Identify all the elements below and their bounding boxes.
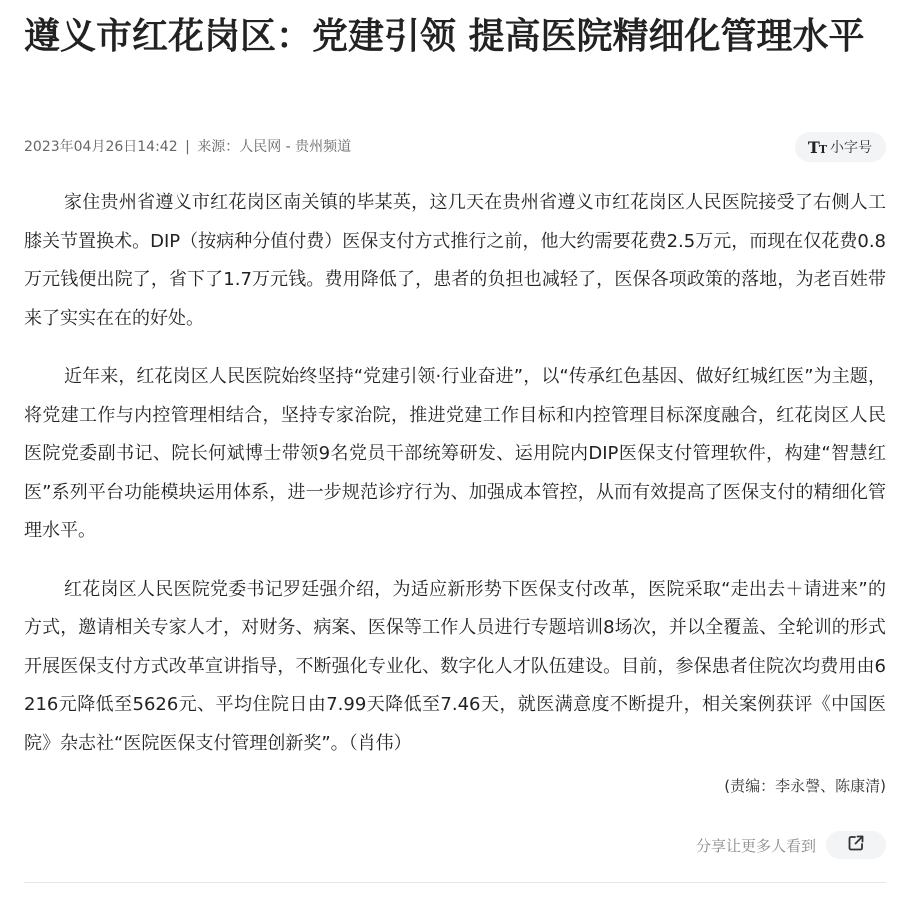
editor-credit: (责编：李永謦、陈康清) [724,777,886,795]
article-title: 遵义市红花岗区：党建引领 提高医院精细化管理水平 [24,16,865,57]
article-meta [24,137,351,157]
share-label: 分享让更多人看到 [695,836,816,855]
font-size-toggle-button[interactable] [795,132,886,162]
bottom-divider [24,882,886,883]
article-body [24,184,886,783]
paragraph-3: 红花岗区人民医院党委书记罗廷强介绍，为适应新形势下医保支付改革，医院采取“走出去＋请进来”的方式，邀请相关专家人才，对财务、病案、医保等工作人员进行专题培训8场次，并以全覆盖、全轮训的形式开展医保支付方式改革宣讲指导，不断强化专业化、数字化人才队伍建设。目前，参保患者住院次均费用由6216元降低至5626元、平均住院日由7.99天降低至7.46天，就医满意度不断提升，相关案例获评《中国医院》杂志社“医院医保支付管理创新奖”。（肖伟） [24,578,886,754]
article [24,0,886,855]
share-button[interactable] [826,831,886,859]
font-size-toggle-label: 小字号 [830,140,872,156]
paragraph-2: 近年来，红花岗区人民医院始终坚持“党建引领·行业奋进”，以“传承红色基因、做好红城红医”为主题，将党建工作与内控管理相结合，坚持专家治院，推进党建工作目标和内控管理目标深度融合，红花岗区人民医院党委副书记、院长何斌博士带领9名党员干部统筹研发、运用院内DIP医保支付管理软件，构建“智慧红医”系列平台功能模块运用体系，进一步规范诊疗行为、加强成本管控，从而有效提高了医保支付的精细化管理水平。 [24,366,886,541]
publish-date: 2023年04月26日14:42 [24,139,178,155]
share-icon [847,834,865,856]
article-source: 来源：人民网 - 贵州频道 [197,139,352,155]
paragraph-1: 家住贵州省遵义市红花岗区南关镇的毕某英，这几天在贵州省遵义市红花岗区人民医院接受了右侧人工膝关节置换术。DIP（按病种分值付费）医保支付方式推行之前，他大约需要花费2.5万元，而现在仅花费0.8万元钱便出院了，省下了1.7万元钱。费用降低了，患者的负担也减轻了，医保各项政策的落地，为老百姓带来了实实在在的好处。 [24,192,886,329]
meta-separator: | [185,139,190,155]
meta-row [24,132,886,162]
share-row [696,830,886,860]
text-size-icon: TT [807,137,826,157]
